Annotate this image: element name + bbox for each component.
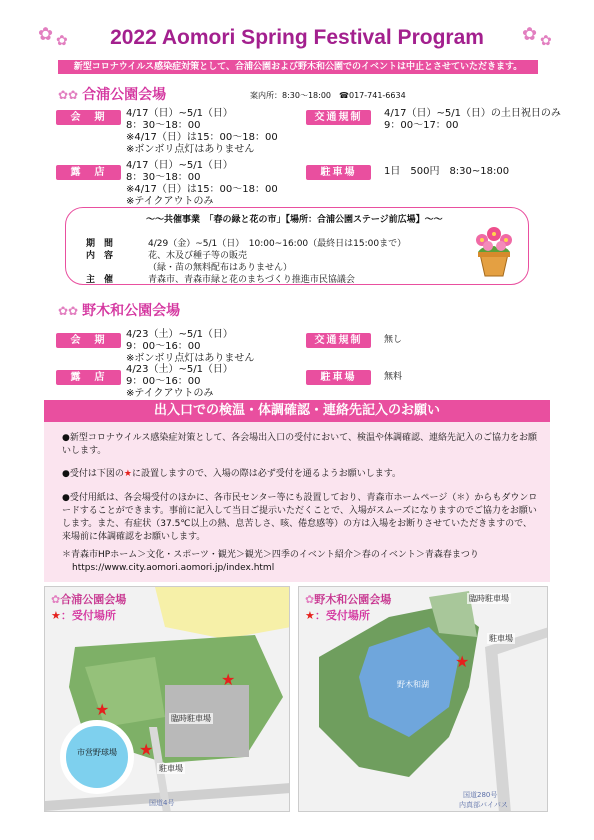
gappo-period-label: 会 期 (56, 110, 121, 125)
request-paragraph-1: ●新型コロナウイルス感染症対策として、各会場出入口の受付において、検温や体調確認、連絡先記入のご協力をお願いします。 (62, 433, 537, 456)
gappo-map-title: ✿合浦公園会場 (51, 593, 127, 606)
gappo-parking-label: 駐車場 (159, 764, 183, 773)
sakura-icon: ✿✿ (58, 88, 79, 102)
nogiwa-stall-label: 露 店 (56, 370, 121, 385)
title-bar (30, 22, 564, 54)
event-content-label: 内 容 (86, 251, 114, 261)
nogiwa-temp-parking-label: 臨時駐車場 (469, 594, 509, 603)
sakura-icon: ✿✿ (58, 304, 79, 318)
gappo-section-title: ✿✿ 合浦公園会場 (58, 87, 167, 103)
gappo-period-value: 4/17（日）~5/1（日） 8：30～18：00 ※4/17（日）は15：00～18：00 ※ボンボリ点灯はありません (126, 108, 278, 155)
nogiwa-parking-label: 駐車場 (306, 370, 371, 385)
gappo-parking-label: 駐車場 (306, 165, 371, 180)
nogiwa-map-title: ✿野木和公園会場 (305, 593, 392, 606)
nogiwa-map-legend: ★：受付場所 (305, 609, 370, 622)
gappo-traffic-label: 交通規制 (306, 110, 371, 125)
cancellation-notice: 新型コロナウイルス感染症対策として、合浦公園および野木和公園でのイベントは中止とさせていただきます。 (58, 60, 538, 74)
nogiwa-parking-label: 駐車場 (489, 634, 513, 643)
request-title: 出入口での検温・体調確認・連絡先記入のお願い (44, 400, 550, 422)
event-content-note: （緑・苗の無料配布はありません） (148, 263, 293, 273)
gappo-road-label: 国道4号 (149, 799, 175, 807)
nogiwa-section-title: ✿✿ 野木和公園会場 (58, 303, 181, 319)
nogiwa-traffic-value: 無し (384, 335, 403, 345)
gappo-info: 案内所：8:30〜18:00 ☎017-741-6634 (250, 91, 406, 100)
sakura-icon: ✿ (56, 33, 68, 49)
nogiwa-map (298, 586, 548, 812)
request-url[interactable]: https://www.city.aomori.aomori.jp/index.html (72, 563, 275, 573)
sakura-icon: ✿ (305, 593, 315, 606)
star-icon: ★ (455, 652, 470, 671)
event-host-value: 青森市、青森市緑と花のまちづくり推進市民協議会 (148, 275, 355, 285)
gappo-temp-parking-label: 臨時駐車場 (171, 714, 211, 723)
event-heading: 〜〜共催事業 「春の緑と花の市」【場所：合浦公園ステージ前広場】〜〜 (146, 215, 443, 225)
sakura-icon: ✿ (522, 24, 538, 45)
star-icon: ★ (123, 469, 132, 479)
nogiwa-lake-label: 野木和湖 (397, 680, 429, 689)
nogiwa-stall-value: 4/23（土）~5/1（日） 9：00～16：00 ※テイクアウトのみ (126, 364, 233, 399)
event-host-label: 主 催 (86, 275, 114, 285)
nogiwa-road-label-2: 内真部バイパス (459, 801, 508, 809)
request-path: ＊青森市HPホーム＞文化・スポーツ・観光＞観光＞四季のイベント紹介＞春のイベント＞青森春まつり (62, 550, 479, 560)
event-box (65, 207, 529, 285)
nogiwa-road-label-1: 国道280号 (463, 791, 498, 799)
star-icon: ★ (139, 740, 154, 759)
nogiwa-period-label: 会 期 (56, 333, 121, 348)
nogiwa-period-value: 4/23（土）~5/1（日） 9：00～16：00 ※ボンボリ点灯はありません (126, 329, 255, 364)
star-icon: ★ (221, 670, 236, 689)
nogiwa-traffic-label: 交通規制 (306, 333, 371, 348)
gappo-map (44, 586, 290, 812)
sakura-icon: ✿ (51, 593, 61, 606)
event-period-value: 4/29（金）~5/1（日） 10:00~16:00（最終日は15:00まで） (148, 239, 407, 249)
sakura-icon: ✿ (540, 33, 552, 49)
gappo-map-legend: ★：受付場所 (51, 609, 116, 622)
nogiwa-parking-value: 無料 (384, 372, 403, 382)
page-title: 2022 Aomori Spring Festival Program (110, 26, 484, 49)
gappo-parking-value: 1日 500円 8:30~18:00 (384, 166, 510, 177)
gappo-stadium-label: 市営野球場 (77, 748, 117, 757)
gappo-traffic-value: 4/17（日）~5/1（日）の土日祝日のみ 9：00～17：00 (384, 108, 561, 131)
gappo-stall-value: 4/17（日）~5/1（日） 8：30～18：00 ※4/17（日）は15：00～18：00 ※テイクアウトのみ (126, 160, 278, 207)
event-content-value: 花、木及び種子等の販売 (148, 251, 248, 261)
request-paragraph-2: ●受付は下図の★に設置しますので、入場の際は必ず受付を通るようお願いします。 (62, 469, 402, 479)
sakura-icon: ✿ (38, 24, 54, 45)
event-period-label: 期 間 (86, 239, 114, 249)
star-icon: ★ (95, 700, 110, 719)
flower-pot-icon (466, 222, 522, 278)
request-paragraph-3: ●受付用紙は、各会場受付のほかに、各市民センター等にも設置しており、青森市ホームページ（＊）からもダウンロードすることができます。事前に記入して当日ご提示いただくことで、入場がスムーズになりますのでご協力をお願いします。また、有症状（37.5℃以上の熱、息苦しさ、咳、倦怠感等）の方は入場をお断りさせていただきますので、来場前に体調確認をお願いします。 (62, 493, 538, 542)
gappo-stall-label: 露 店 (56, 165, 121, 180)
